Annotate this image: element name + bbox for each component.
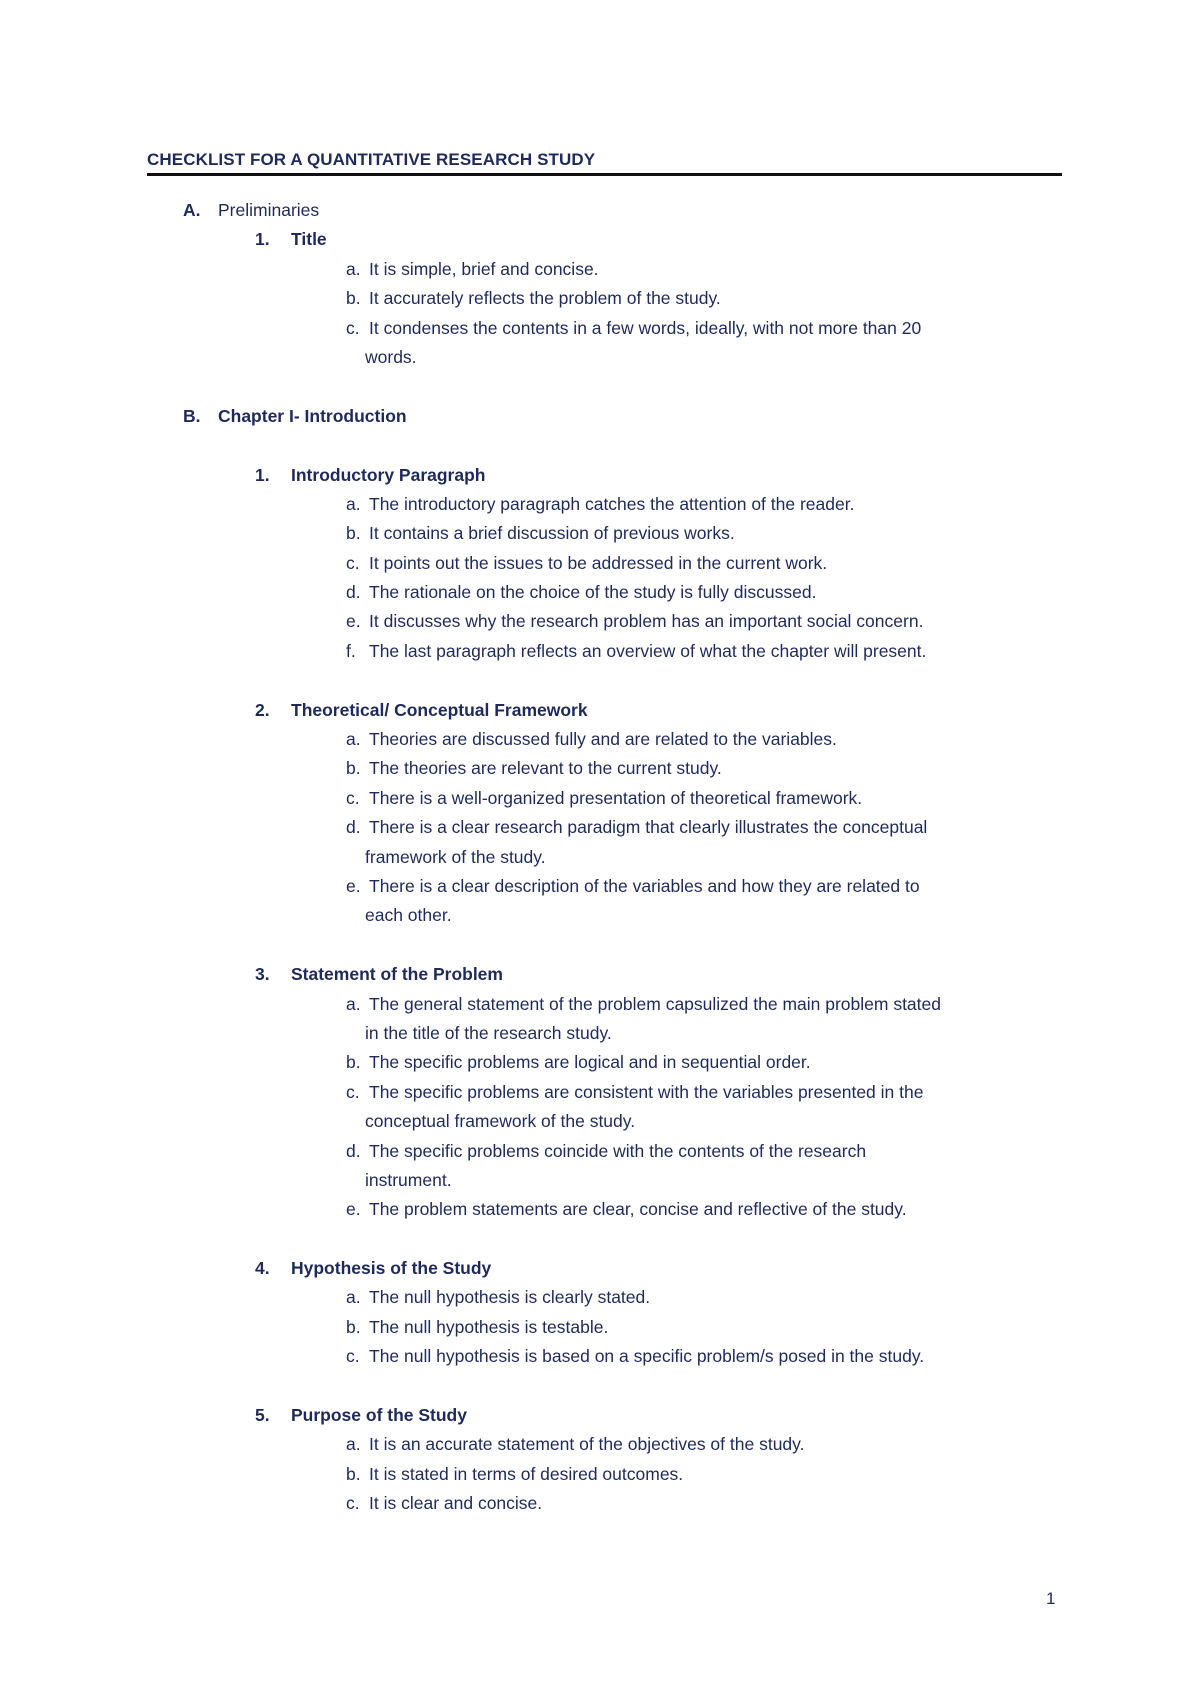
item-text: It is clear and concise. [369,1493,543,1514]
item-text: The problem statements are clear, concise and reflective of the study. [369,1199,907,1220]
item-marker: c. [346,317,360,338]
item-marker: c. [346,1081,360,1102]
item-marker: b. [346,1052,361,1073]
item-text: It condenses the contents in a few words, ideally, with not more than 20 [369,317,922,338]
item-text: It is an accurate statement of the objectives of the study. [369,1434,805,1455]
checklist-item [0,549,1200,578]
item-text: The rationale on the choice of the study is fully discussed. [369,582,817,603]
item-text: The specific problems are logical and in sequential order. [369,1052,811,1073]
checklist-item [0,784,1200,813]
checklist-body [0,196,1200,1519]
checklist-item-continuation [0,343,1200,372]
item-text: It contains a brief discussion of previous works. [369,523,735,544]
checklist-item [0,1137,1200,1166]
item-marker: e. [346,611,361,632]
subsection-heading [0,1254,1200,1283]
checklist-item [0,255,1200,284]
item-text: It discusses why the research problem has an important social concern. [369,611,924,632]
item-marker: c. [346,552,360,573]
subsection-label: Purpose of the Study [291,1405,467,1426]
item-marker: a. [346,729,361,750]
item-marker: c. [346,1493,360,1514]
title-underline [147,173,1062,176]
item-text: The null hypothesis is testable. [369,1316,609,1337]
checklist-item [0,314,1200,343]
subsection-label: Theoretical/ Conceptual Framework [291,699,588,720]
item-marker: c. [346,1346,360,1367]
checklist-item-continuation [0,901,1200,930]
item-text: The null hypothesis is clearly stated. [369,1287,651,1308]
section-heading [0,402,1200,431]
subsection-heading [0,1401,1200,1430]
section-label: Chapter I- Introduction [218,405,407,426]
item-text: The introductory paragraph catches the attention of the reader. [369,493,855,514]
item-marker: c. [346,787,360,808]
item-marker: b. [346,758,361,779]
page-number: 1 [1046,1589,1056,1608]
checklist-item [0,1430,1200,1459]
item-marker: b. [346,1316,361,1337]
subsection-marker: 5. [255,1405,270,1426]
checklist-item [0,725,1200,754]
checklist-item [0,490,1200,519]
checklist-item [0,1195,1200,1224]
item-marker: a. [346,258,361,279]
subsection-label: Hypothesis of the Study [291,1258,492,1279]
item-text-continued: words. [365,346,417,367]
subsection-heading [0,461,1200,490]
checklist-item [0,990,1200,1019]
item-marker: d. [346,1140,361,1161]
document-title: CHECKLIST FOR A QUANTITATIVE RESEARCH STUDY [147,150,596,169]
item-text: Theories are discussed fully and are related to the variables. [369,729,837,750]
subsection-label: Introductory Paragraph [291,464,486,485]
item-text: It points out the issues to be addressed in the current work. [369,552,828,573]
checklist-item [0,872,1200,901]
checklist-item [0,578,1200,607]
item-marker: a. [346,1434,361,1455]
item-marker: d. [346,582,361,603]
checklist-item [0,637,1200,666]
item-text-continued: framework of the study. [365,846,546,867]
item-text-continued: instrument. [365,1169,452,1190]
checklist-item-continuation [0,1019,1200,1048]
checklist-item-continuation [0,843,1200,872]
item-text: The general statement of the problem capsulized the main problem stated [369,993,941,1014]
item-marker: a. [346,993,361,1014]
item-text: It accurately reflects the problem of the study. [369,288,721,309]
checklist-item [0,1283,1200,1312]
item-text-continued: conceptual framework of the study. [365,1111,636,1132]
item-text: There is a clear research paradigm that clearly illustrates the conceptual [369,817,928,838]
item-text: The specific problems are consistent with the variables presented in the [369,1081,924,1102]
subsection-label: Title [291,229,327,250]
subsection-marker: 2. [255,699,270,720]
item-marker: e. [346,875,361,896]
item-text: The theories are relevant to the current study. [369,758,722,779]
checklist-item [0,1489,1200,1518]
subsection-heading [0,696,1200,725]
item-text-continued: each other. [365,905,452,926]
checklist-item-continuation [0,1107,1200,1136]
checklist-item [0,1342,1200,1371]
subsection-marker: 3. [255,964,270,985]
item-marker: a. [346,1287,361,1308]
checklist-item [0,607,1200,636]
section-marker: B. [183,405,201,426]
subsection-marker: 1. [255,464,270,485]
section-label: Preliminaries [218,200,320,220]
checklist-item-continuation [0,1166,1200,1195]
item-text: The specific problems coincide with the contents of the research [369,1140,867,1161]
checklist-item [0,754,1200,783]
item-marker: f. [346,640,356,661]
checklist-item [0,284,1200,313]
subsection-marker: 4. [255,1258,270,1279]
checklist-item [0,1048,1200,1077]
item-text: There is a clear description of the variables and how they are related to [369,875,920,896]
checklist-item [0,519,1200,548]
item-marker: d. [346,817,361,838]
subsection-heading [0,960,1200,989]
item-marker: b. [346,1463,361,1484]
checklist-item [0,813,1200,842]
section-heading [0,196,1200,225]
checklist-item [0,1460,1200,1489]
subsection-heading [0,225,1200,254]
item-text: The null hypothesis is based on a specific problem/s posed in the study. [369,1346,925,1367]
item-marker: e. [346,1199,361,1220]
item-text: The last paragraph reflects an overview of what the chapter will present. [369,640,927,661]
section-marker: A. [183,200,201,220]
item-marker: b. [346,523,361,544]
item-text-continued: in the title of the research study. [365,1022,612,1043]
item-marker: a. [346,493,361,514]
item-marker: b. [346,288,361,309]
item-text: It is simple, brief and concise. [369,258,599,279]
checklist-item [0,1078,1200,1107]
subsection-marker: 1. [255,229,270,250]
item-text: There is a well-organized presentation of theoretical framework. [369,787,863,808]
checklist-item [0,1313,1200,1342]
item-text: It is stated in terms of desired outcomes. [369,1463,684,1484]
subsection-label: Statement of the Problem [291,964,503,985]
